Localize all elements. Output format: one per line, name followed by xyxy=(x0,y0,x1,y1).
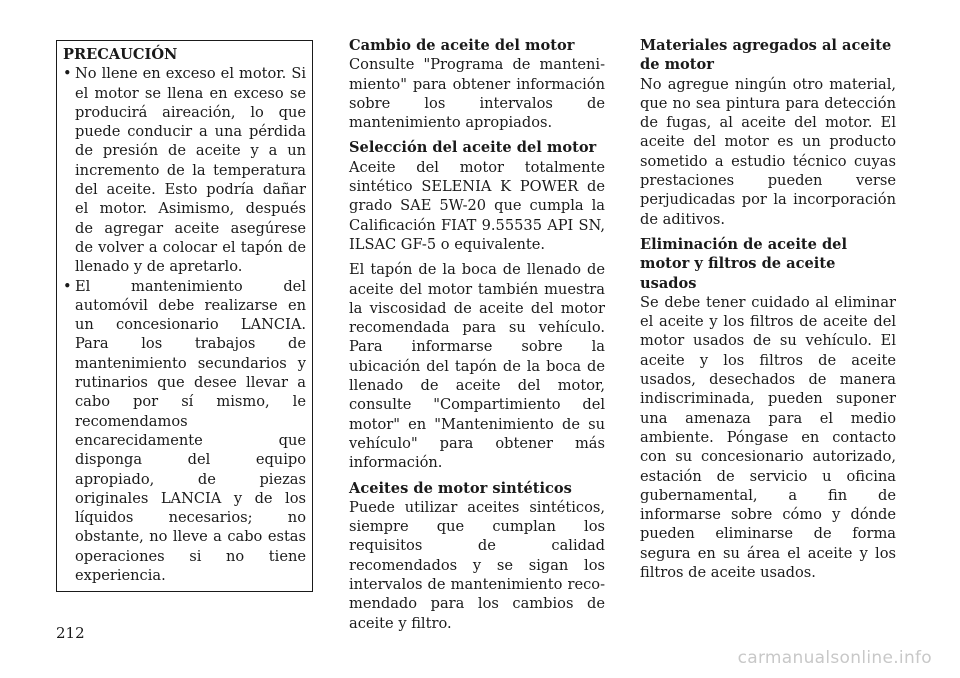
caution-title: PRECAUCIÓN xyxy=(63,46,178,63)
section-oil-selection xyxy=(349,138,605,472)
section-paragraph: Aceite del motor totalmente sintético SELENIA K POWER de grado SAE 5W-20 que cumpla la Calificación FIAT 9.55535 API SN, ILSAC GF-5 o equivalente. xyxy=(349,158,605,253)
watermark: carmanualsonline.info xyxy=(737,648,932,668)
section-heading: Eliminación de aceite del motor y filtros de aceite usados xyxy=(640,235,847,292)
section-oil-additives xyxy=(640,36,896,229)
section-heading: Cambio de aceite del motor xyxy=(349,37,575,54)
section-synthetic-oils xyxy=(349,479,605,633)
section-heading: Materiales agregados al aceite de motor xyxy=(640,37,892,74)
column-left xyxy=(56,40,313,592)
section-paragraph: No agregue ningún otro material, que no sea pintura para detección de fugas, al aceite del motor. El aceite del motor es un producto sometido a estudio técnico cuyas prestaciones pueden verse perjudicadas por la incorporación de aditivos. xyxy=(640,75,896,228)
page-number: 212 xyxy=(56,624,85,642)
caution-box xyxy=(56,40,313,592)
section-paragraph: Puede utilizar aceites sintéticos, siempre que cumplan los requisitos de calidad recomendados y se sigan los intervalos de mantenimiento recomendado para los cambios de aceite y filtro. xyxy=(349,498,605,632)
column-middle xyxy=(349,36,605,639)
section-paragraph: Consulte "Programa de mantenimiento" para obtener información sobre los intervalos de mantenimiento apropiados. xyxy=(349,56,605,132)
caution-list xyxy=(63,64,306,585)
section-oil-disposal xyxy=(640,235,896,582)
column-right xyxy=(640,36,896,588)
section-heading: Selección del aceite del motor xyxy=(349,139,597,157)
section-paragraph: Se debe tener cuidado al eliminar el aceite y los filtros de aceite del motor usados de su vehículo. El aceite y los filtros de aceite usados, desechados de manera indiscriminada, pueden suponer una amenaza para el medio ambiente. Póngase en contacto con su concesionario autorizado, estación de servicio u oficina gubernamental, a fin de informarse sobre cómo y dónde pueden eliminarse de forma segura en su área el aceite y los filtros de aceite usados. xyxy=(640,293,896,582)
section-oil-change xyxy=(349,36,605,132)
caution-item-maintenance: • El mantenimiento del automóvil debe realizarse en un concesionario LANCIA. Para los trabajos de mantenimiento secundarios y rutinarios que desee llevar a cabo por sí mismo, le recomendamos encarecidamente que disponga del equipo apropiado, de piezas originales LANCIA y de los líquidos necesarios; no obstante, no lleve a cabo estas operaciones si no tiene experiencia. xyxy=(63,277,306,586)
section-heading: Aceites de motor sintéticos xyxy=(349,479,572,497)
section-paragraph: El tapón de la boca de llenado de aceite del motor también muestra la viscosidad de aceite del motor recomendada para su vehículo. Para informarse sobre la ubicación del tapón de la boca de llenado de aceite del motor, consulte "Compartimiento del motor" en "Mantenimiento de su vehículo" para obtener más información. xyxy=(349,261,605,472)
caution-item-overfill: • No llene en exceso el motor. Si el motor se llena en exceso se producirá aireación, lo que puede conducir a una pérdida de presión de aceite y a un incremento de la temperatura del aceite. Esto podría dañar el motor. Asimismo, después de agregar aceite asegúrese de volver a colocar el tapón de llenado y de apretarlo. xyxy=(63,64,306,276)
